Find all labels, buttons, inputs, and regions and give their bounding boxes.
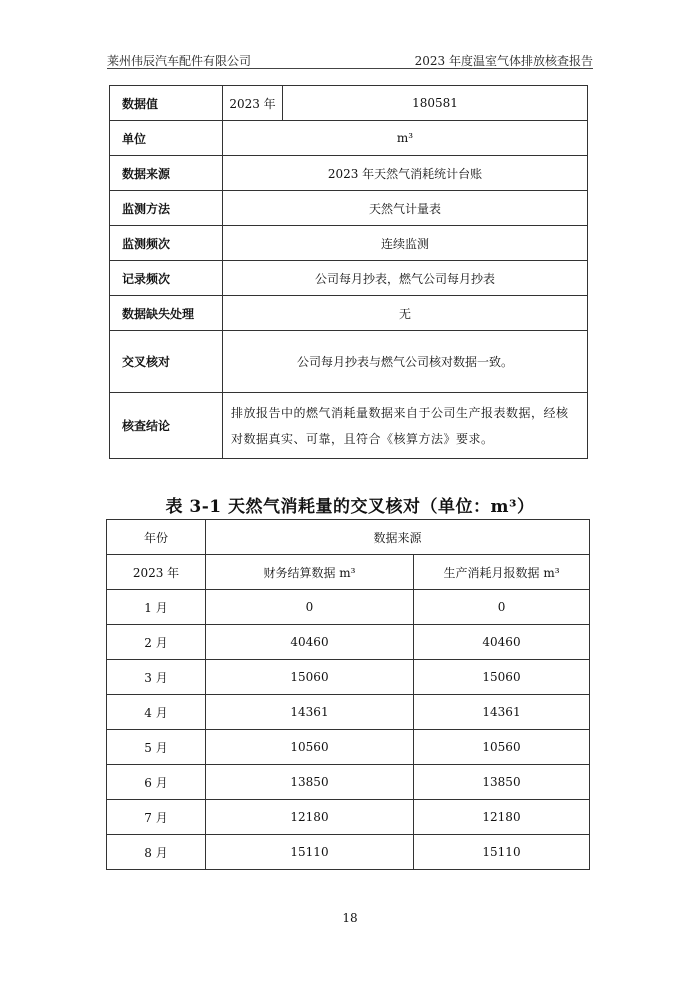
method-label: 监测方法 bbox=[110, 191, 223, 226]
month-cell: 8 月 bbox=[107, 835, 206, 870]
table-row bbox=[107, 625, 590, 660]
unit-label: 单位 bbox=[110, 121, 223, 156]
month-cell: 3 月 bbox=[107, 660, 206, 695]
frequency-label: 监测频次 bbox=[110, 226, 223, 261]
table-row bbox=[107, 835, 590, 870]
finance-cell: 0 bbox=[206, 590, 414, 625]
table-row bbox=[107, 660, 590, 695]
table-subheader-row bbox=[107, 555, 590, 590]
table-row bbox=[110, 156, 588, 191]
table-row bbox=[110, 226, 588, 261]
table-row bbox=[107, 590, 590, 625]
production-cell: 12180 bbox=[414, 800, 590, 835]
month-cell: 1 月 bbox=[107, 590, 206, 625]
unit-value: m³ bbox=[223, 121, 588, 156]
table-row bbox=[110, 393, 588, 459]
production-cell: 15110 bbox=[414, 835, 590, 870]
year-label: 2023 年 bbox=[107, 555, 206, 590]
table-row bbox=[110, 191, 588, 226]
month-cell: 6 月 bbox=[107, 765, 206, 800]
production-cell: 40460 bbox=[414, 625, 590, 660]
record-frequency-value: 公司每月抄表，燃气公司每月抄表 bbox=[223, 261, 588, 296]
cross-check-label: 交叉核对 bbox=[110, 331, 223, 393]
data-value-year: 2023 年 bbox=[223, 86, 283, 121]
conclusion-value: 排放报告中的燃气消耗量数据来自于公司生产报表数据，经核对数据真实、可靠，且符合《核算方法》要求。 bbox=[223, 393, 588, 459]
year-header: 年份 bbox=[107, 520, 206, 555]
production-cell: 0 bbox=[414, 590, 590, 625]
table-row bbox=[110, 331, 588, 393]
company-name: 莱州伟辰汽车配件有限公司 bbox=[107, 54, 252, 68]
conclusion-label: 核查结论 bbox=[110, 393, 223, 459]
production-column-header: 生产消耗月报数据 m³ bbox=[414, 555, 590, 590]
source-header: 数据来源 bbox=[206, 520, 590, 555]
table-row bbox=[107, 800, 590, 835]
production-cell: 14361 bbox=[414, 695, 590, 730]
page-header bbox=[107, 50, 593, 70]
table-row bbox=[110, 86, 588, 121]
cross-check-value: 公司每月抄表与燃气公司核对数据一致。 bbox=[223, 331, 588, 393]
finance-cell: 12180 bbox=[206, 800, 414, 835]
frequency-value: 连续监测 bbox=[223, 226, 588, 261]
data-value-number: 180581 bbox=[283, 86, 588, 121]
gas-consumption-cross-check-table bbox=[106, 519, 590, 870]
production-cell: 15060 bbox=[414, 660, 590, 695]
production-cell: 13850 bbox=[414, 765, 590, 800]
table-row bbox=[110, 121, 588, 156]
finance-cell: 15110 bbox=[206, 835, 414, 870]
source-value: 2023 年天然气消耗统计台账 bbox=[223, 156, 588, 191]
table-row bbox=[110, 261, 588, 296]
month-cell: 2 月 bbox=[107, 625, 206, 660]
record-frequency-label: 记录频次 bbox=[110, 261, 223, 296]
month-cell: 7 月 bbox=[107, 800, 206, 835]
missing-data-label: 数据缺失处理 bbox=[110, 296, 223, 331]
data-value-label: 数据值 bbox=[110, 86, 223, 121]
page-number: 18 bbox=[342, 911, 358, 925]
report-title: 2023 年度温室气体排放核查报告 bbox=[414, 54, 593, 68]
gas-data-info-table bbox=[109, 85, 588, 459]
finance-cell: 14361 bbox=[206, 695, 414, 730]
table-row bbox=[110, 296, 588, 331]
table-row bbox=[107, 765, 590, 800]
table-row bbox=[107, 730, 590, 765]
finance-column-header: 财务结算数据 m³ bbox=[206, 555, 414, 590]
production-cell: 10560 bbox=[414, 730, 590, 765]
table-row bbox=[107, 695, 590, 730]
table-header-row bbox=[107, 520, 590, 555]
finance-cell: 10560 bbox=[206, 730, 414, 765]
month-cell: 4 月 bbox=[107, 695, 206, 730]
source-label: 数据来源 bbox=[110, 156, 223, 191]
table-caption: 表 3-1 天然气消耗量的交叉核对（单位：m³） bbox=[165, 497, 535, 517]
month-cell: 5 月 bbox=[107, 730, 206, 765]
header-divider bbox=[107, 68, 593, 69]
finance-cell: 40460 bbox=[206, 625, 414, 660]
missing-data-value: 无 bbox=[223, 296, 588, 331]
finance-cell: 15060 bbox=[206, 660, 414, 695]
method-value: 天然气计量表 bbox=[223, 191, 588, 226]
finance-cell: 13850 bbox=[206, 765, 414, 800]
